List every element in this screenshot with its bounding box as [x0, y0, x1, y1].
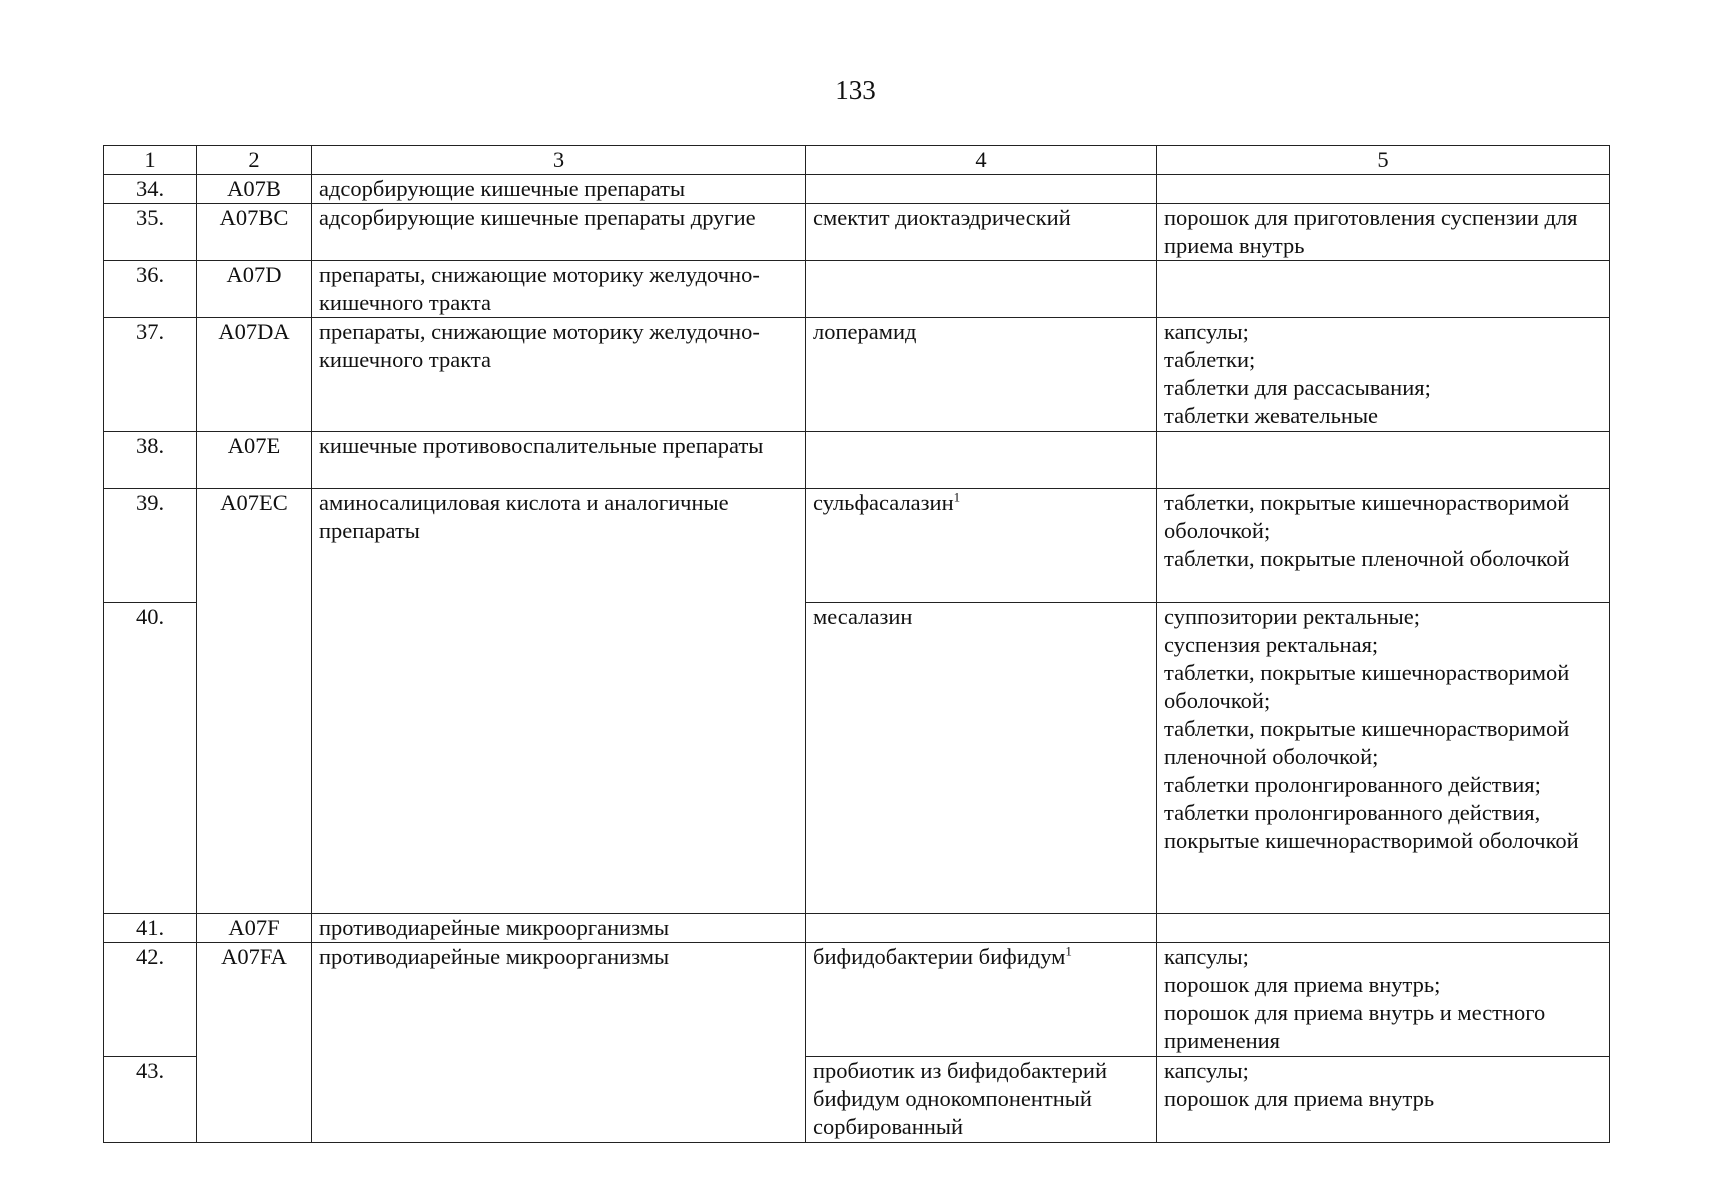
row-number: 42. — [104, 943, 197, 1057]
table-row — [104, 261, 1610, 318]
drug-name: смектит диоктаэдрический — [806, 204, 1157, 261]
row-number: 35. — [104, 204, 197, 261]
dosage-forms: капсулы; порошок для приема внутрь — [1157, 1057, 1610, 1143]
drug-name — [806, 489, 1157, 603]
dosage-forms: таблетки, покрытые кишечнорастворимой оболочкой; таблетки, покрытые пленочной оболочкой — [1157, 489, 1610, 603]
group-name: адсорбирующие кишечные препараты другие — [312, 204, 806, 261]
atc-code: A07B — [197, 175, 312, 204]
atc-code: A07F — [197, 914, 312, 943]
drug-name — [806, 914, 1157, 943]
drug-name: пробиотик из бифидобактерий бифидум однокомпонентный сорбированный — [806, 1057, 1157, 1143]
header-cell: 5 — [1157, 146, 1610, 175]
row-number: 39. — [104, 489, 197, 603]
drug-table — [103, 145, 1610, 1143]
dosage-forms: капсулы; таблетки; таблетки для рассасывания; таблетки жевательные — [1157, 318, 1610, 432]
table-row — [104, 432, 1610, 489]
row-number: 43. — [104, 1057, 197, 1143]
drug-name — [806, 261, 1157, 318]
row-number: 34. — [104, 175, 197, 204]
drug-name-text: бифидобактерии бифидум — [813, 944, 1066, 969]
group-name: аминосалициловая кислота и аналогичные препараты — [312, 489, 806, 914]
dosage-forms — [1157, 432, 1610, 489]
group-name: кишечные противовоспалительные препараты — [312, 432, 806, 489]
row-number: 41. — [104, 914, 197, 943]
table-row — [104, 318, 1610, 432]
dosage-forms: порошок для приготовления суспензии для приема внутрь — [1157, 204, 1610, 261]
atc-code: A07DA — [197, 318, 312, 432]
group-name: противодиарейные микроорганизмы — [312, 943, 806, 1143]
table-row — [104, 175, 1610, 204]
dosage-forms: капсулы; порошок для приема внутрь; порошок для приема внутрь и местного применения — [1157, 943, 1610, 1057]
drug-name — [806, 432, 1157, 489]
atc-code: A07FA — [197, 943, 312, 1143]
row-number: 36. — [104, 261, 197, 318]
group-name: препараты, снижающие моторику желудочно-кишечного тракта — [312, 318, 806, 432]
header-row — [104, 146, 1610, 175]
header-cell: 1 — [104, 146, 197, 175]
footnote-marker: 1 — [1065, 943, 1072, 959]
dosage-forms — [1157, 261, 1610, 318]
row-number: 40. — [104, 603, 197, 914]
drug-name — [806, 175, 1157, 204]
atc-code: A07EC — [197, 489, 312, 914]
header-cell: 4 — [806, 146, 1157, 175]
header-cell: 3 — [312, 146, 806, 175]
table-row — [104, 914, 1610, 943]
drug-name: лоперамид — [806, 318, 1157, 432]
table-row — [104, 943, 1610, 1057]
row-number: 37. — [104, 318, 197, 432]
row-number: 38. — [104, 432, 197, 489]
group-name: противодиарейные микроорганизмы — [312, 914, 806, 943]
group-name: адсорбирующие кишечные препараты — [312, 175, 806, 204]
header-cell: 2 — [197, 146, 312, 175]
dosage-forms — [1157, 914, 1610, 943]
drug-name — [806, 943, 1157, 1057]
table-row — [104, 204, 1610, 261]
drug-name-text: сульфасалазин — [813, 490, 954, 515]
dosage-forms: суппозитории ректальные; суспензия ректальная; таблетки, покрытые кишечнорастворимой оболочкой; таблетки, покрытые кишечнорастворимой пленочной оболочкой; таблетки пролонгированного действия; таблетки пролонгированного действия, покрытые кишечнорастворимой оболочкой — [1157, 603, 1610, 914]
atc-code: A07E — [197, 432, 312, 489]
table-row — [104, 489, 1610, 603]
group-name: препараты, снижающие моторику желудочно-кишечного тракта — [312, 261, 806, 318]
footnote-marker: 1 — [953, 489, 961, 505]
atc-code: A07D — [197, 261, 312, 318]
dosage-forms — [1157, 175, 1610, 204]
atc-code: A07BC — [197, 204, 312, 261]
drug-name: месалазин — [806, 603, 1157, 914]
page-number: 133 — [835, 75, 876, 105]
